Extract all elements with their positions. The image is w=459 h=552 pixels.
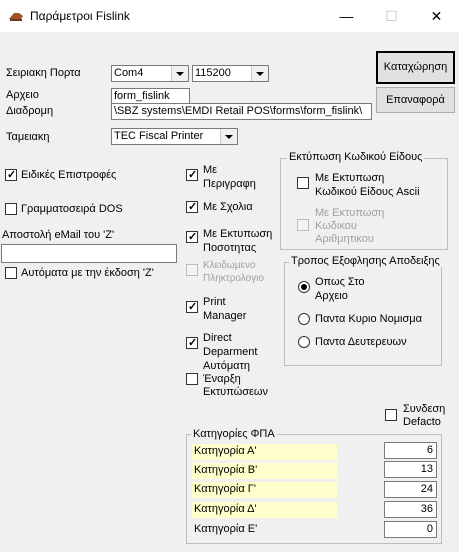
defacto-label: Συνδεση Defacto: [403, 403, 446, 428]
file-value: form_fislink: [114, 90, 170, 102]
vat-legend: Κατηγορίες ΦΠΑ: [193, 428, 275, 440]
vat-label: Κατηγορία Β': [194, 464, 258, 476]
auto-start-label: Αυτόματη Έναρξη Εκτυπώσεων: [203, 360, 269, 398]
path-value: \SBZ systems\EMDI Retail POS\forms\form_fislink\: [114, 105, 363, 117]
vat-label: Κατηγορία Δ': [194, 503, 257, 515]
vat-input-d[interactable]: 36: [384, 501, 437, 518]
with-description-label: Με Περιγραφη: [203, 164, 256, 190]
dos-font-label: Γραμματοσειρά DOS: [21, 203, 123, 215]
save-button[interactable]: Καταχώρηση: [376, 51, 455, 84]
email-label: Αποστολή eMail του 'Z': [2, 229, 115, 241]
minimize-icon: —: [339, 8, 354, 24]
payment-secondary-radio[interactable]: [298, 336, 310, 348]
port-value: Com4: [114, 67, 144, 79]
payment-as-file-radio[interactable]: [298, 281, 310, 293]
chevron-down-icon: [171, 66, 188, 81]
code-numeric-label: Με Εκτυπωση Κωδικου Αριθμητικου: [315, 207, 385, 245]
code-ascii-label: Με Εκτυπωση Κωδικού Είδους Ascii: [315, 172, 420, 198]
close-button[interactable]: [414, 0, 459, 32]
port-select[interactable]: [111, 65, 189, 82]
maximize-button: [369, 0, 414, 32]
vat-input-e[interactable]: 0: [384, 521, 437, 538]
vat-row-c: [192, 482, 337, 498]
maximize-icon: ☐: [385, 8, 398, 24]
vat-label: Κατηγορία Ε': [194, 523, 258, 535]
vat-label: Κατηγορία Γ': [194, 483, 256, 495]
payment-secondary-label: Παντα Δευτερευων: [315, 336, 407, 348]
direct-department-checkbox[interactable]: ✓: [188, 337, 198, 349]
path-input[interactable]: [111, 103, 372, 120]
direct-department-label: Direct Deparment: [203, 332, 258, 358]
reset-button[interactable]: Επαναφορά: [376, 87, 455, 113]
with-description-checkbox[interactable]: ✓: [188, 169, 198, 181]
code-ascii-checkbox[interactable]: [297, 177, 309, 189]
payment-main-currency-radio[interactable]: [298, 313, 310, 325]
baud-value: 115200: [195, 67, 231, 79]
app-icon: [8, 10, 24, 22]
with-quantity-checkbox[interactable]: ✓: [188, 231, 198, 243]
vat-input-a[interactable]: 6: [384, 442, 437, 459]
vat-input-c[interactable]: 24: [384, 481, 437, 498]
minimize-button[interactable]: [324, 0, 369, 32]
register-value: TEC Fiscal Printer: [114, 130, 204, 142]
close-icon: ✕: [430, 8, 443, 24]
vat-row-a: [192, 444, 337, 460]
vat-label: Κατηγορία Α': [194, 445, 257, 457]
auto-z-label: Αυτόματα με την έκδοση 'Z': [21, 267, 154, 279]
code-numeric-checkbox: [297, 219, 309, 231]
code-print-legend: Εκτύπωση Κωδικού Είδους: [289, 151, 423, 163]
vat-row-e: [192, 522, 337, 538]
payment-legend: Τροπος Εξοφλησης Αποδειξης: [291, 255, 440, 267]
with-quantity-label: Με Εκτυπωση Ποσοτητας: [203, 228, 273, 254]
file-label: Αρχειο: [6, 89, 39, 101]
vat-row-b: [192, 463, 337, 479]
with-comments-label: Με Σχολια: [203, 201, 253, 213]
chevron-down-icon: [251, 66, 268, 81]
defacto-checkbox[interactable]: [385, 409, 397, 421]
baud-select[interactable]: [192, 65, 269, 82]
locked-keyboard-label: Κλειδωμενο Πληκτρολογιο: [203, 260, 264, 284]
special-returns-checkbox[interactable]: ✓: [7, 169, 17, 181]
special-returns-label: Ειδικές Επιστροφές: [21, 169, 117, 181]
register-label: Ταμειακη: [6, 131, 50, 143]
payment-main-currency-label: Παντα Κυριο Νομισμα: [315, 313, 422, 325]
port-label: Σειριακη Πορτα: [6, 67, 81, 79]
chevron-down-icon: [220, 129, 237, 144]
window-title: Παράμετροι Fislink: [30, 9, 130, 23]
dos-font-checkbox[interactable]: [5, 203, 17, 215]
path-label: Διαδρομη: [6, 105, 54, 117]
auto-z-checkbox[interactable]: [5, 267, 17, 279]
vat-input-b[interactable]: 13: [384, 461, 437, 478]
with-comments-checkbox[interactable]: ✓: [188, 201, 198, 213]
vat-row-d: [192, 502, 337, 518]
locked-keyboard-checkbox: [186, 264, 198, 276]
print-manager-checkbox[interactable]: ✓: [188, 301, 198, 313]
email-input[interactable]: [1, 244, 177, 263]
payment-as-file-label: Οπως Στο Αρχειο: [315, 276, 365, 302]
register-select[interactable]: [111, 128, 238, 145]
auto-start-checkbox[interactable]: [186, 373, 198, 385]
print-manager-label: Print Manager: [203, 296, 247, 322]
title-bar: [0, 0, 459, 32]
